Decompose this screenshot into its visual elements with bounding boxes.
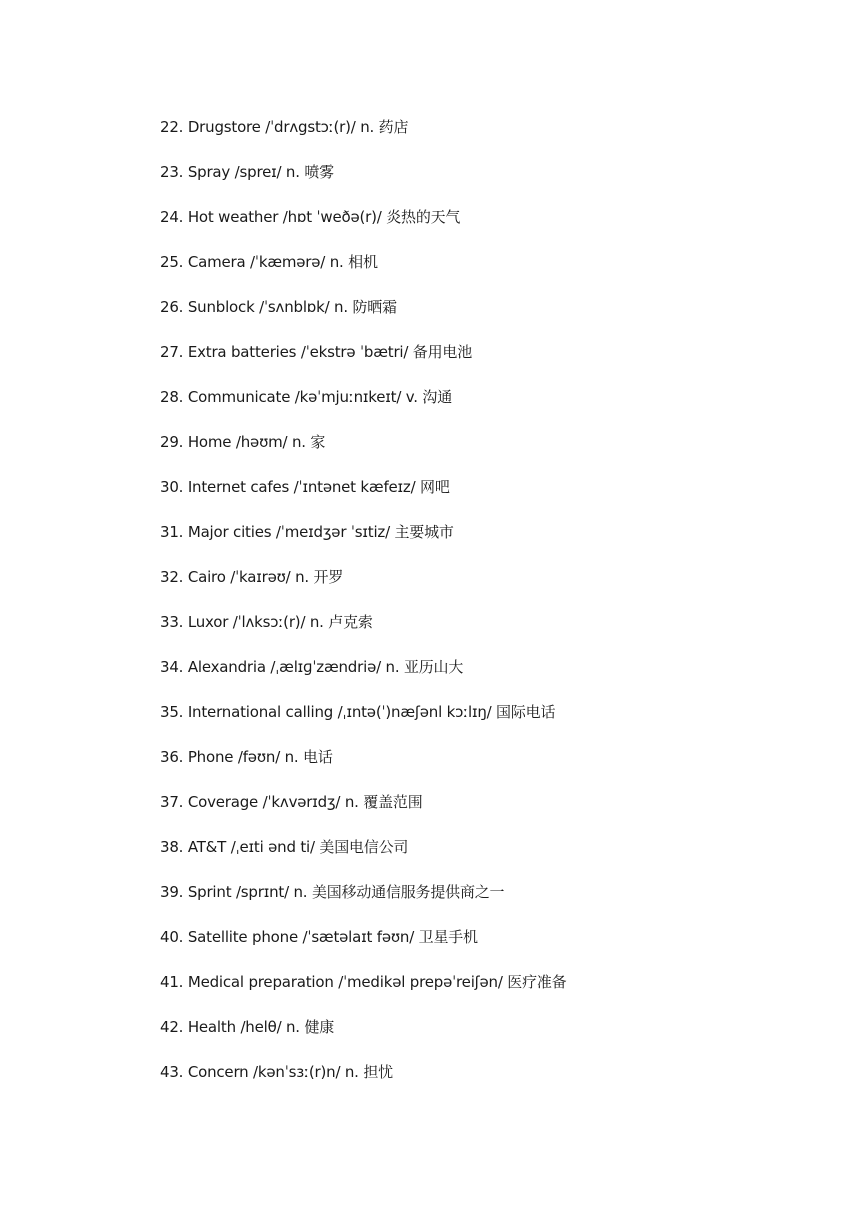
- vocab-entry-41: 41. Medical preparation /ˈmedikəl prepəˈreiʃən/ 医疗准备: [160, 973, 567, 991]
- vocab-entry-35: 35. International calling /ˌɪntə(ˈ)næʃənl kɔːlɪŋ/ 国际电话: [160, 703, 556, 721]
- vocab-entry-34: 34. Alexandria /ˌælɪɡˈzændriə/ n. 亚历山大: [160, 658, 464, 676]
- vocab-entry-28: 28. Communicate /kəˈmjuːnɪkeɪt/ v. 沟通: [160, 388, 453, 406]
- vocab-entry-39: 39. Sprint /sprɪnt/ n. 美国移动通信服务提供商之一: [160, 883, 505, 901]
- vocab-entry-26: 26. Sunblock /ˈsʌnblɒk/ n. 防晒霜: [160, 298, 397, 316]
- vocab-entry-25: 25. Camera /ˈkæmərə/ n. 相机: [160, 253, 378, 271]
- vocab-entry-22: 22. Drugstore /ˈdrʌgstɔː(r)/ n. 药店: [160, 118, 409, 136]
- vocab-entry-31: 31. Major cities /ˈmeɪdʒər ˈsɪtiz/ 主要城市: [160, 523, 454, 541]
- vocab-entry-27: 27. Extra batteries /ˈekstrə ˈbætri/ 备用电池: [160, 343, 473, 361]
- vocab-entry-23: 23. Spray /spreɪ/ n. 喷雾: [160, 163, 334, 181]
- vocab-entry-36: 36. Phone /fəʊn/ n. 电话: [160, 748, 333, 766]
- vocab-entry-37: 37. Coverage /ˈkʌvərɪdʒ/ n. 覆盖范围: [160, 793, 423, 811]
- vocabulary-list: [160, 116, 566, 1106]
- vocab-entry-24: 24. Hot weather /hɒt ˈweðə(r)/ 炎热的天气: [160, 208, 461, 226]
- vocab-entry-29: 29. Home /həʊm/ n. 家: [160, 433, 326, 451]
- vocab-entry-30: 30. Internet cafes /ˈɪntənet kæfeɪz/ 网吧: [160, 478, 450, 496]
- vocab-entry-42: 42. Health /helθ/ n. 健康: [160, 1018, 335, 1036]
- vocab-entry-43: 43. Concern /kənˈsɜː(r)n/ n. 担忧: [160, 1063, 393, 1081]
- vocab-entry-38: 38. AT&T /ˌeɪti ənd ti/ 美国电信公司: [160, 838, 409, 856]
- vocab-entry-33: 33. Luxor /ˈlʌksɔː(r)/ n. 卢克索: [160, 613, 373, 631]
- vocab-entry-32: 32. Cairo /ˈkaɪrəʊ/ n. 开罗: [160, 568, 344, 586]
- vocab-entry-40: 40. Satellite phone /ˈsætəlaɪt fəʊn/ 卫星手机: [160, 928, 478, 946]
